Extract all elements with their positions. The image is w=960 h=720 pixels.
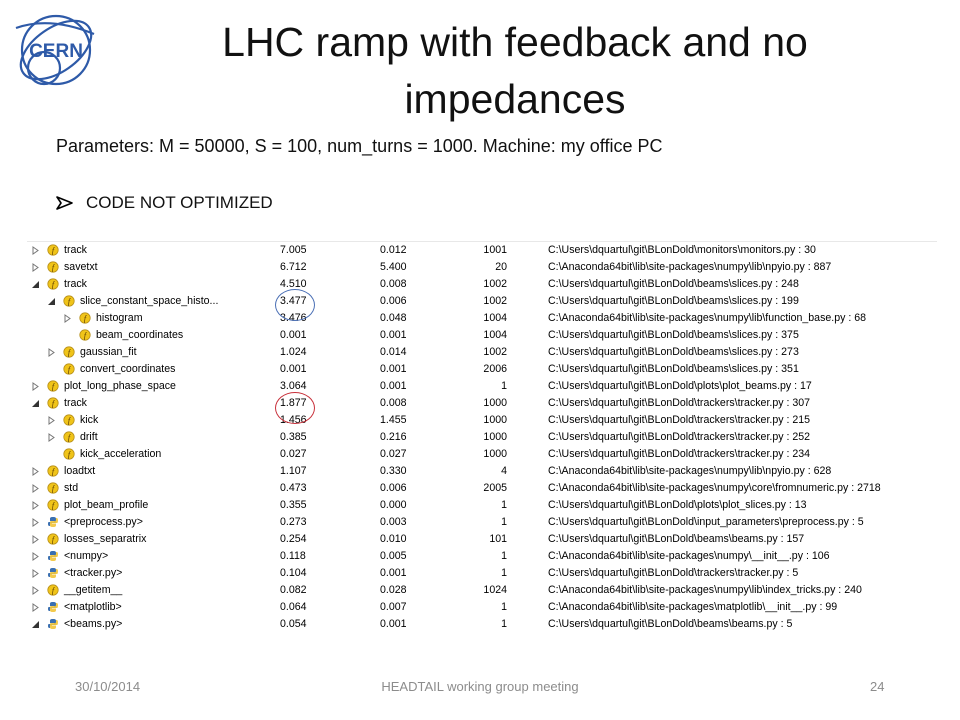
file-location-cell: C:\Users\dquartul\git\BLonDold\beams\slices.py : 273 [548, 346, 799, 358]
file-location-cell: C:\Users\dquartul\git\BLonDold\trackers\tracker.py : 252 [548, 431, 811, 443]
function-icon [63, 346, 75, 358]
file-location-cell: C:\Users\dquartul\git\BLonDold\plots\plot_beams.py : 17 [548, 380, 812, 392]
own-time-cell: 0.001 [380, 618, 407, 630]
own-time-cell: 0.003 [380, 516, 407, 528]
function-name: slice_constant_space_histo... [80, 295, 219, 307]
function-icon [47, 499, 59, 511]
table-row[interactable] [27, 412, 937, 429]
expand-arrow-icon[interactable] [47, 433, 56, 442]
svg-text:f: f [67, 433, 71, 442]
svg-text:f: f [51, 382, 55, 391]
function-icon [47, 533, 59, 545]
total-time-cell: 0.355 [280, 499, 307, 511]
red-highlight-circle [275, 392, 315, 424]
function-name: plot_beam_profile [64, 499, 149, 511]
function-icon [47, 244, 59, 256]
expand-arrow-icon[interactable] [31, 263, 40, 272]
expand-arrow-icon[interactable] [31, 552, 40, 561]
call-count-cell: 1024 [483, 584, 507, 596]
svg-text:f: f [51, 399, 55, 408]
total-time-cell: 0.254 [280, 533, 307, 545]
function-name: <numpy> [64, 550, 109, 562]
function-icon [63, 448, 75, 460]
table-row[interactable] [27, 344, 937, 361]
total-time-cell: 4.510 [280, 278, 307, 290]
own-time-cell: 1.455 [380, 414, 407, 426]
collapse-arrow-icon[interactable] [31, 399, 40, 408]
call-count-cell: 20 [495, 261, 507, 273]
function-name: plot_long_phase_space [64, 380, 176, 392]
own-time-cell: 0.014 [380, 346, 407, 358]
table-row[interactable] [27, 565, 937, 582]
table-row[interactable] [27, 480, 937, 497]
function-name: <tracker.py> [64, 567, 123, 579]
table-row[interactable] [27, 361, 937, 378]
function-icon [79, 312, 91, 324]
file-location-cell: C:\Users\dquartul\git\BLonDold\plots\plot_slices.py : 13 [548, 499, 807, 511]
file-location-cell: C:\Anaconda64bit\lib\site-packages\matplotlib\__init__.py : 99 [548, 601, 838, 613]
function-icon [47, 397, 59, 409]
file-location-cell: C:\Users\dquartul\git\BLonDold\beams\beams.py : 157 [548, 533, 805, 545]
svg-text:f: f [51, 467, 55, 476]
call-count-cell: 2005 [483, 482, 507, 494]
function-name: std [64, 482, 79, 494]
total-time-cell: 1.456 [280, 414, 307, 426]
total-time-cell: 0.385 [280, 431, 307, 443]
file-location-cell: C:\Anaconda64bit\lib\site-packages\numpy\lib\npyio.py : 628 [548, 465, 832, 477]
file-location-cell: C:\Anaconda64bit\lib\site-packages\numpy\lib\index_tricks.py : 240 [548, 584, 862, 596]
total-time-cell: 1.107 [280, 465, 307, 477]
function-icon [63, 414, 75, 426]
total-time-cell: 1.877 [280, 397, 307, 409]
file-location-cell: C:\Users\dquartul\git\BLonDold\trackers\tracker.py : 215 [548, 414, 811, 426]
function-name: __getitem__ [64, 584, 123, 596]
own-time-cell: 0.000 [380, 499, 407, 511]
function-icon [79, 329, 91, 341]
total-time-cell: 0.273 [280, 516, 307, 528]
total-time-cell: 0.027 [280, 448, 307, 460]
function-name: <beams.py> [64, 618, 123, 630]
file-location-cell: C:\Users\dquartul\git\BLonDold\trackers\tracker.py : 234 [548, 448, 811, 460]
collapse-arrow-icon[interactable] [31, 280, 40, 289]
table-row[interactable] [27, 276, 937, 293]
call-count-cell: 1 [501, 499, 507, 511]
file-location-cell: C:\Anaconda64bit\lib\site-packages\numpy\lib\function_base.py : 68 [548, 312, 867, 324]
call-count-cell: 1004 [483, 312, 507, 324]
table-row[interactable] [27, 446, 937, 463]
own-time-cell: 0.010 [380, 533, 407, 545]
own-time-cell: 0.001 [380, 380, 407, 392]
footer-title: HEADTAIL working group meeting [381, 679, 579, 694]
function-name: gaussian_fit [80, 346, 137, 358]
own-time-cell: 0.012 [380, 244, 407, 256]
total-time-cell: 0.473 [280, 482, 307, 494]
svg-text:f: f [67, 348, 71, 357]
python-module-icon [47, 516, 59, 528]
file-location-cell: C:\Users\dquartul\git\BLonDold\beams\beams.py : 5 [548, 618, 793, 630]
table-row[interactable] [27, 616, 937, 633]
table-row[interactable] [27, 582, 937, 599]
own-time-cell: 0.008 [380, 278, 407, 290]
svg-text:f: f [83, 314, 87, 323]
own-time-cell: 0.048 [380, 312, 407, 324]
own-time-cell: 0.005 [380, 550, 407, 562]
slide-title: LHC ramp with feedback and no impedances [222, 19, 808, 122]
file-location-cell: C:\Users\dquartul\git\BLonDold\beams\slices.py : 199 [548, 295, 799, 307]
table-row[interactable] [27, 429, 937, 446]
table-row[interactable] [27, 378, 937, 395]
call-count-cell: 1000 [483, 431, 507, 443]
file-location-cell: C:\Anaconda64bit\lib\site-packages\numpy\lib\npyio.py : 887 [548, 261, 832, 273]
call-count-cell: 1000 [483, 448, 507, 460]
function-name: kick_acceleration [80, 448, 162, 460]
table-row[interactable] [27, 327, 937, 344]
call-count-cell: 1002 [483, 295, 507, 307]
total-time-cell: 3.477 [280, 295, 307, 307]
total-time-cell: 1.024 [280, 346, 307, 358]
python-module-icon [47, 618, 59, 630]
table-row[interactable] [27, 310, 937, 327]
call-count-cell: 101 [489, 533, 507, 545]
total-time-cell: 3.064 [280, 380, 307, 392]
expand-arrow-icon[interactable] [31, 586, 40, 595]
call-count-cell: 1 [501, 618, 507, 630]
table-row[interactable] [27, 395, 937, 412]
function-name: histogram [96, 312, 143, 324]
blue-highlight-circle [275, 289, 315, 321]
own-time-cell: 0.006 [380, 482, 407, 494]
function-icon [63, 431, 75, 443]
table-row[interactable] [27, 293, 937, 310]
svg-text:f: f [51, 586, 55, 595]
file-location-cell: C:\Users\dquartul\git\BLonDold\trackers\tracker.py : 307 [548, 397, 811, 409]
function-name: loadtxt [64, 465, 96, 477]
function-icon [47, 482, 59, 494]
table-row[interactable] [27, 599, 937, 616]
expand-arrow-icon[interactable] [31, 518, 40, 527]
svg-text:f: f [51, 280, 55, 289]
collapse-arrow-icon[interactable] [31, 620, 40, 629]
expand-arrow-icon[interactable] [31, 484, 40, 493]
function-name: drift [80, 431, 98, 443]
svg-text:f: f [51, 263, 55, 272]
svg-text:f: f [67, 297, 71, 306]
function-name: convert_coordinates [80, 363, 176, 375]
total-time-cell: 0.001 [280, 363, 307, 375]
call-count-cell: 2006 [483, 363, 507, 375]
total-time-cell: 0.054 [280, 618, 307, 630]
file-location-cell: C:\Anaconda64bit\lib\site-packages\numpy\__init__.py : 106 [548, 550, 830, 562]
svg-text:f: f [67, 450, 71, 459]
function-name: <matplotlib> [64, 601, 122, 613]
call-count-cell: 1 [501, 601, 507, 613]
call-count-cell: 1 [501, 516, 507, 528]
arrow-bullet-icon [56, 195, 74, 211]
table-row[interactable] [27, 259, 937, 276]
total-time-cell: 7.005 [280, 244, 307, 256]
total-time-cell: 0.064 [280, 601, 307, 613]
collapse-arrow-icon[interactable] [47, 297, 56, 306]
expand-arrow-icon[interactable] [47, 416, 56, 425]
file-location-cell: C:\Users\dquartul\git\BLonDold\beams\slices.py : 248 [548, 278, 799, 290]
function-icon [47, 584, 59, 596]
file-location-cell: C:\Users\dquartul\git\BLonDold\trackers\tracker.py : 5 [548, 567, 799, 579]
file-location-cell: C:\Users\dquartul\git\BLonDold\beams\slices.py : 375 [548, 329, 799, 341]
call-count-cell: 1004 [483, 329, 507, 341]
file-location-cell: C:\Users\dquartul\git\BLonDold\beams\slices.py : 351 [548, 363, 799, 375]
own-time-cell: 0.008 [380, 397, 407, 409]
table-row[interactable] [27, 548, 937, 565]
call-count-cell: 1002 [483, 346, 507, 358]
table-row[interactable] [27, 531, 937, 548]
own-time-cell: 5.400 [380, 261, 407, 273]
total-time-cell: 0.118 [280, 550, 306, 562]
own-time-cell: 0.028 [380, 584, 407, 596]
own-time-cell: 0.027 [380, 448, 407, 460]
file-location-cell: C:\Users\dquartul\git\BLonDold\input_parameters\preprocess.py : 5 [548, 516, 864, 528]
function-name: savetxt [64, 261, 98, 273]
file-location-cell: C:\Anaconda64bit\lib\site-packages\numpy\core\fromnumeric.py : 2718 [548, 482, 881, 494]
expand-arrow-icon[interactable] [31, 382, 40, 391]
call-count-cell: 1000 [483, 397, 507, 409]
python-module-icon [47, 601, 59, 613]
expand-arrow-icon[interactable] [31, 569, 40, 578]
expand-arrow-icon[interactable] [31, 603, 40, 612]
svg-text:f: f [83, 331, 87, 340]
function-name: track [64, 244, 87, 256]
function-icon [47, 261, 59, 273]
expand-arrow-icon[interactable] [47, 348, 56, 357]
expand-arrow-icon[interactable] [31, 246, 40, 255]
call-count-cell: 1 [501, 550, 507, 562]
call-count-cell: 1000 [483, 414, 507, 426]
svg-text:f: f [51, 535, 55, 544]
own-time-cell: 0.330 [380, 465, 407, 477]
svg-text:f: f [67, 416, 71, 425]
function-icon [47, 465, 59, 477]
footer-date: 30/10/2014 [75, 679, 141, 694]
page-number: 24 [870, 679, 885, 694]
expand-arrow-icon[interactable] [31, 501, 40, 510]
call-count-cell: 1 [501, 380, 507, 392]
table-row[interactable] [27, 514, 937, 531]
function-name: track [64, 397, 87, 409]
total-time-cell: 3.476 [280, 312, 307, 324]
own-time-cell: 0.001 [380, 363, 407, 375]
total-time-cell: 6.712 [280, 261, 307, 273]
svg-text:f: f [67, 365, 71, 374]
expand-arrow-icon[interactable] [31, 535, 40, 544]
call-count-cell: 1 [501, 567, 507, 579]
svg-text:f: f [51, 246, 55, 255]
table-row[interactable] [27, 242, 937, 259]
function-name: track [64, 278, 87, 290]
own-time-cell: 0.007 [380, 601, 407, 613]
call-count-cell: 1002 [483, 278, 507, 290]
file-location-cell: C:\Users\dquartul\git\BLonDold\monitors\monitors.py : 30 [548, 244, 816, 256]
call-count-cell: 4 [501, 465, 507, 477]
svg-text:f: f [51, 484, 55, 493]
function-icon [47, 380, 59, 392]
function-name: kick [80, 414, 99, 426]
bullet-text: CODE NOT OPTIMIZED [86, 193, 273, 212]
own-time-cell: 0.006 [380, 295, 407, 307]
table-row[interactable] [27, 497, 937, 514]
cern-logo [10, 8, 102, 90]
function-icon [63, 295, 75, 307]
own-time-cell: 0.216 [380, 431, 407, 443]
expand-arrow-icon[interactable] [31, 467, 40, 476]
function-icon [63, 363, 75, 375]
bullet-item [56, 193, 273, 213]
logo-text: CERN [29, 41, 83, 62]
function-name: beam_coordinates [96, 329, 184, 341]
function-name: losses_separatrix [64, 533, 147, 545]
own-time-cell: 0.001 [380, 329, 407, 341]
python-module-icon [47, 567, 59, 579]
call-count-cell: 1001 [483, 244, 507, 256]
parameters-line: Parameters: M = 50000, S = 100, num_turns = 1000. Machine: my office PC [56, 136, 663, 156]
expand-arrow-icon[interactable] [63, 314, 72, 323]
python-module-icon [47, 550, 59, 562]
function-name: <preprocess.py> [64, 516, 143, 528]
total-time-cell: 0.082 [280, 584, 307, 596]
own-time-cell: 0.001 [380, 567, 407, 579]
total-time-cell: 0.001 [280, 329, 307, 341]
svg-text:f: f [51, 501, 55, 510]
table-row[interactable] [27, 463, 937, 480]
profiler-call-tree [27, 241, 937, 634]
function-icon [47, 278, 59, 290]
total-time-cell: 0.104 [280, 567, 307, 579]
